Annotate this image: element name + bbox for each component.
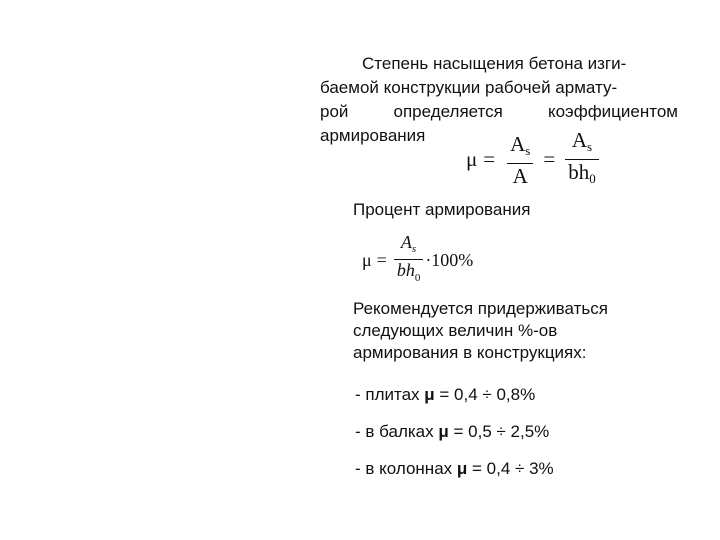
list-item bbox=[355, 458, 554, 480]
item-value: = 0,5 ÷ 2,5% bbox=[448, 422, 550, 441]
percent-formula-equals: = bbox=[376, 249, 387, 270]
intro-line-3-word-1: рой bbox=[320, 102, 349, 121]
item-value: = 0,4 ÷ 0,8% bbox=[434, 385, 536, 404]
fraction-1-denominator: A bbox=[512, 163, 528, 188]
fraction-2-denominator: $bh_0$ bbox=[568, 160, 596, 186]
percent-fraction-denominator: $bh_0$ bbox=[396, 260, 421, 284]
list-item bbox=[355, 421, 554, 443]
item-value: = 0,4 ÷ 3% bbox=[467, 459, 554, 478]
intro-line-3-word-3: коэффициентом bbox=[547, 102, 678, 121]
item-label: - плитах bbox=[355, 385, 425, 404]
item-label: - в балках bbox=[355, 422, 439, 441]
intro-line-3-word-2: определяется bbox=[393, 102, 503, 121]
percent-heading: Процент армирования bbox=[353, 200, 531, 219]
reinforcement-ranges-list bbox=[355, 384, 554, 495]
percent-fraction-numerator: $A_s$ bbox=[400, 232, 417, 255]
item-label: - в колоннах bbox=[355, 459, 457, 478]
intro-line-2: баемой конструкции рабочей армату- bbox=[320, 78, 618, 97]
reinforcement-percent-formula bbox=[362, 232, 473, 288]
intro-line-1: Степень насыщения бетона изги- bbox=[362, 54, 627, 73]
intro-line-4: армирования bbox=[320, 126, 426, 145]
recommendation-line-1: Рекомендуется придерживаться bbox=[353, 299, 608, 318]
item-symbol: μ bbox=[424, 385, 435, 404]
recommendation-line-2: следующих величин %-ов bbox=[353, 321, 558, 340]
percent-formula-fraction bbox=[394, 232, 424, 288]
recommendation-line-3: армирования в конструкциях: bbox=[353, 343, 587, 362]
reinforcement-ratio-formula bbox=[466, 128, 605, 191]
formula-fraction-1 bbox=[507, 132, 533, 188]
fraction-2-numerator: $A_s$ bbox=[571, 128, 593, 154]
formula-mu-symbol: μ bbox=[466, 147, 478, 171]
percent-formula-mu: μ bbox=[362, 249, 372, 270]
item-symbol: μ bbox=[438, 422, 449, 441]
formula-fraction-2 bbox=[565, 128, 599, 191]
formula-equals-1: = bbox=[483, 147, 496, 171]
item-symbol: μ bbox=[456, 459, 468, 478]
intro-line-3 bbox=[320, 100, 678, 124]
fraction-1-numerator: $A_s$ bbox=[510, 131, 531, 158]
list-item bbox=[355, 384, 554, 406]
percent-formula-tail: ·100% bbox=[425, 249, 474, 270]
recommendation-paragraph bbox=[353, 298, 608, 364]
formula-equals-2: = bbox=[543, 147, 556, 171]
